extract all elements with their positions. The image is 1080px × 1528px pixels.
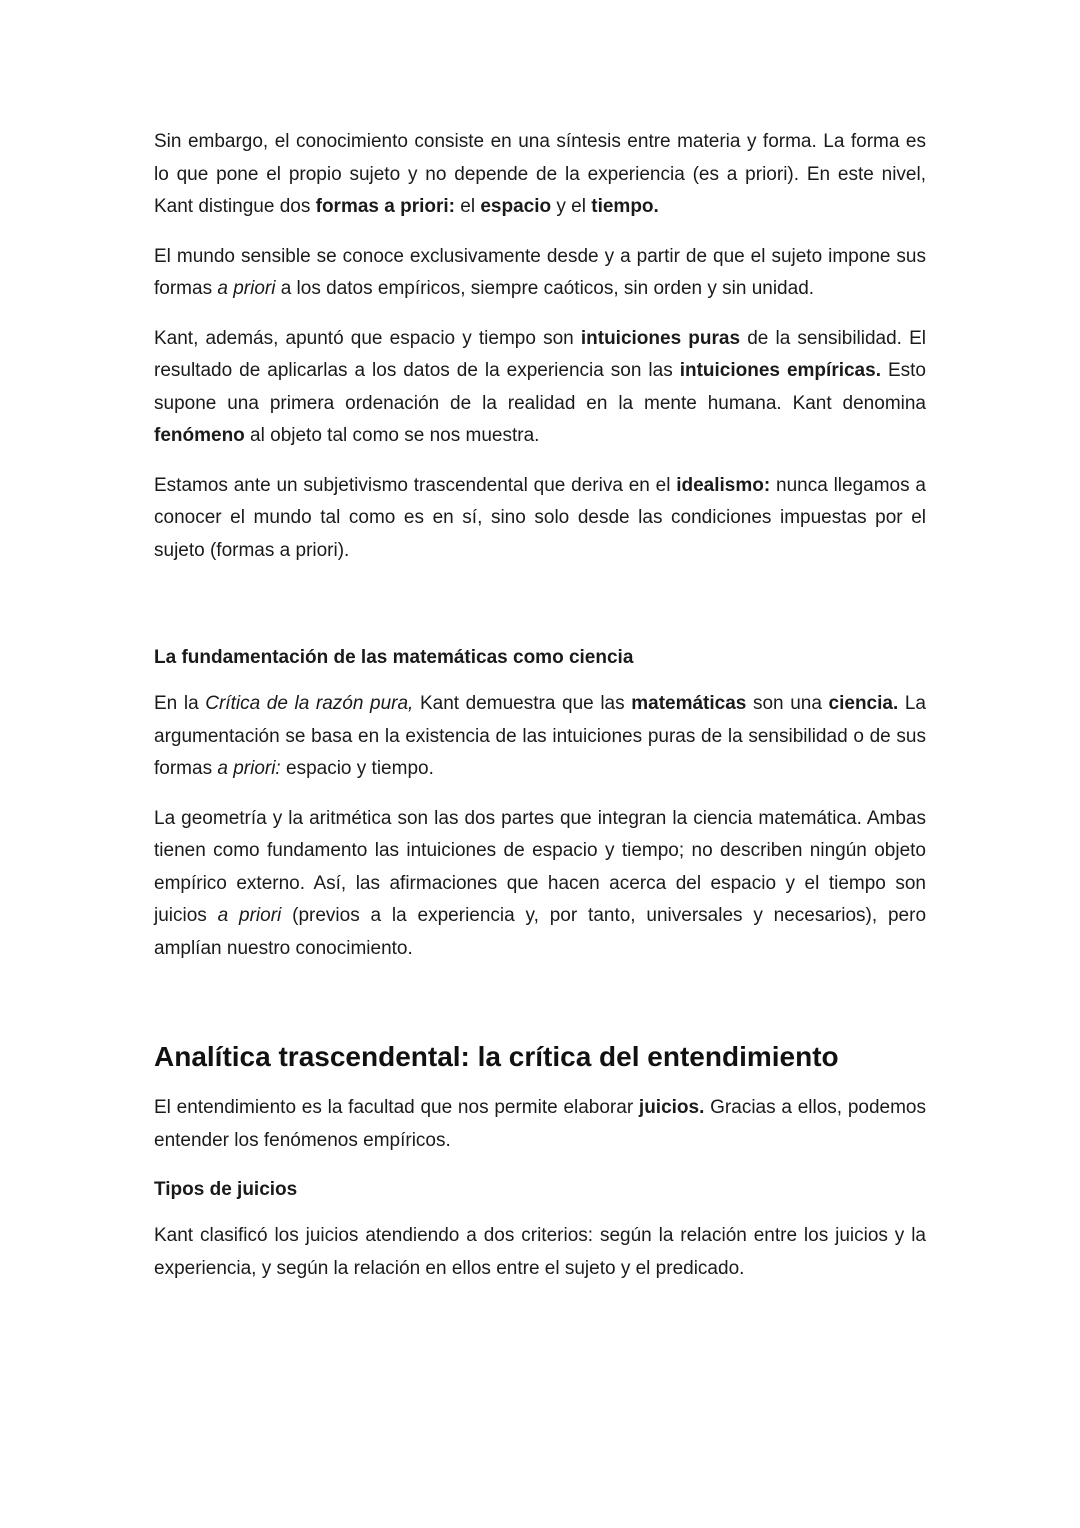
spacer [154,584,926,642]
bold-matematicas: matemáticas [631,693,747,714]
italic-a-priori: a priori [217,905,282,926]
text-run: El entendimiento es la facultad que nos permite elaborar [154,1097,639,1118]
paragraph-entendimiento [154,1092,926,1157]
heading-analitica: Analítica trascendental: la crítica del entendimiento [154,1041,839,1072]
bold-ciencia: ciencia. [828,693,899,714]
paragraph-forma [154,126,926,224]
bold-fenomeno: fenómeno [154,425,245,446]
paragraph-clasificacion [154,1220,926,1285]
text-run: La argumentación se basa en la existencia de las intuiciones puras de la sensibilidad o de sus formas [154,693,926,779]
text-run: La geometría y la aritmética son las dos partes que integran la ciencia matemática. Ambas tienen como fundamento las intuiciones de espacio y tiempo; no describen ningún objeto empírico externo. Así, las afirmaciones que hacen acerca del espacio y el tiempo son juicios [154,807,926,926]
italic-a-priori: a priori: [217,758,281,779]
bold-juicios: juicios. [638,1097,705,1118]
text-run: son una [746,693,829,714]
text-run: a los datos empíricos, siempre caóticos, sin orden y sin unidad. [275,278,815,299]
text-run: Gracias a ellos, podemos entender los fenómenos empíricos. [154,1097,926,1151]
document-page [154,126,926,1302]
text-run: espacio y tiempo. [280,758,434,779]
bold-espacio: espacio [480,196,552,217]
text-run: al objeto tal como se nos muestra. [244,425,540,446]
text-run: Kant clasificó los juicios atendiendo a dos criterios: según la relación entre los juicios y la experiencia, y según la relación en ellos entre el sujeto y el predicado. [154,1225,926,1279]
bold-tiempo: tiempo. [591,196,659,217]
text-run: nunca llegamos a conocer el mundo tal como es en sí, sino solo desde las condiciones impuestas por el sujeto (formas a priori). [154,474,926,561]
text-run: y el [551,196,592,217]
heading-tipos-juicios: Tipos de juicios [154,1179,298,1200]
text-run: (previos a la experiencia y, por tanto, universales y necesarios), pero amplían nuestro conocimiento. [154,905,927,959]
paragraph-mundo-sensible [154,241,926,306]
italic-a-priori: a priori [217,278,276,299]
paragraph-geometria [154,803,926,966]
text-run: El mundo sensible se conoce exclusivamente desde y a partir de que el sujeto impone sus formas [154,245,926,299]
bold-intuiciones-puras: intuiciones puras [580,327,741,349]
text-run: el [455,196,481,217]
text-run: Sin embargo, el conocimiento consiste en una síntesis entre materia y forma. La forma es lo que pone el propio sujeto y no depende de la experiencia (es a priori). En este nivel, Kant distingue dos [154,131,926,217]
bold-formas-a-priori: formas a priori: [315,196,455,217]
text-run: En la [154,693,206,714]
text-run: de la sensibilidad. El resultado de aplicarlas a los datos de la experiencia son las [154,327,927,381]
paragraph-critica [154,688,926,786]
text-run: Kant demuestra que las [413,693,632,714]
spacer [154,982,926,1038]
bold-idealismo: idealismo: [676,474,771,496]
text-run: Kant, además, apuntó que espacio y tiempo son [154,327,581,349]
paragraph-intuiciones [154,323,926,453]
italic-critica-title: Crítica de la razón pura, [205,693,414,714]
text-run: Estamos ante un subjetivismo trascendental que deriva en el [154,474,677,496]
heading-matematicas: La fundamentación de las matemáticas como ciencia [154,647,634,668]
text-run: Esto supone una primera ordenación de la realidad en la mente humana. Kant denomina [154,360,926,414]
bold-intuiciones-empiricas: intuiciones empíricas. [679,360,881,381]
paragraph-idealismo [154,470,926,568]
